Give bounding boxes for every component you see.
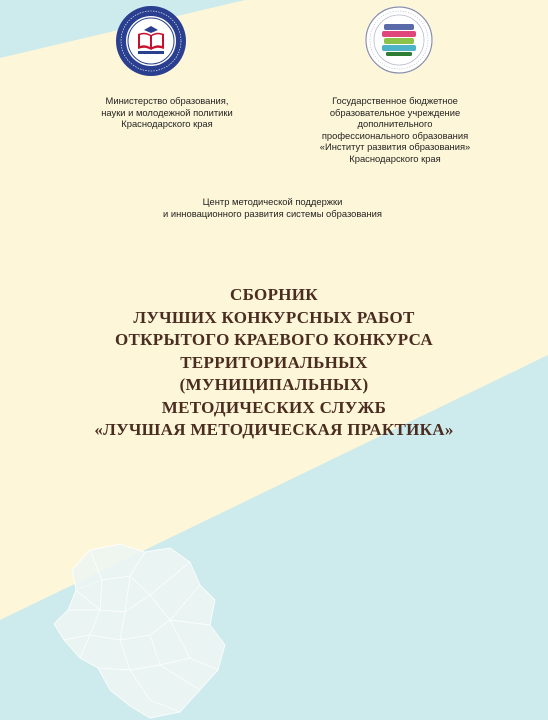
- title-line: МЕТОДИЧЕСКИХ СЛУЖБ: [161, 397, 387, 417]
- institute-name: Государственное бюджетное образовательное учреждение дополнительного профессионального образования «Институт развития образования» Краснодарского края: [319, 95, 471, 164]
- title-line: «ЛУЧШАЯ МЕТОДИЧЕСКАЯ ПРАКТИКА»: [94, 420, 454, 439]
- ministry-name: Министерство образования, науки и молодежной политики Краснодарского края: [101, 95, 233, 129]
- publication-title: [40, 284, 508, 442]
- title-line: ОТКРЫТОГО КРАЕВОГО КОНКУРСА: [115, 330, 433, 349]
- ministry-logo: [114, 4, 188, 78]
- title-line: ТЕРРИТОРИАЛЬНЫХ: [180, 352, 368, 372]
- title-line: ЛУЧШИХ КОНКУРСНЫХ РАБОТ: [133, 307, 415, 327]
- title-line: (МУНИЦИПАЛЬНЫХ): [179, 375, 369, 394]
- center-name: Центр методической поддержки и инновационного развития системы образования: [163, 196, 382, 219]
- institute-logo: [360, 4, 438, 76]
- region-map-image: [50, 540, 240, 720]
- title-line: СБОРНИК: [230, 285, 318, 304]
